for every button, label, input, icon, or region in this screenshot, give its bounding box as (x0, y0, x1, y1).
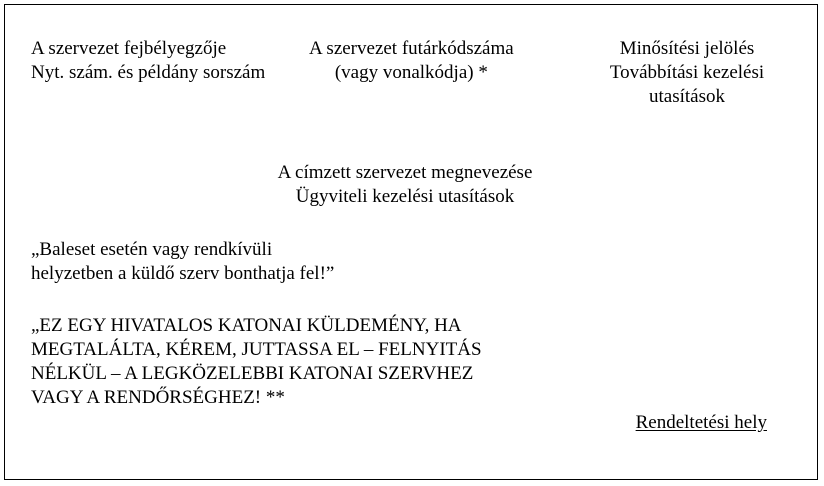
official-notice-line: NÉLKÜL – A LEGKÖZELEBBI KATONAI SZERVHEZ (31, 363, 474, 384)
sender-stamp-block (31, 37, 265, 85)
forwarding-instructions-label-cont: utasítások (649, 86, 725, 107)
courier-code-label: A szervezet futárkódszáma (309, 38, 514, 59)
official-mail-notice (31, 314, 482, 410)
recipient-name-label: A címzett szervezet megnevezése (277, 162, 533, 183)
sender-registry-number-label: Nyt. szám. és példány sorszám (31, 62, 266, 83)
barcode-label: (vagy vonalkódja) * (334, 62, 488, 83)
envelope-frame (4, 4, 818, 480)
official-notice-line: „EZ EGY HIVATALOS KATONAI KÜLDEMÉNY, HA (31, 315, 462, 336)
accident-notice-line: helyzetben a küldő szerv bonthatja fel!” (31, 263, 335, 284)
classification-marking-label: Minősítési jelölés (619, 38, 755, 59)
handling-instructions-label: Ügyviteli kezelési utasítások (295, 186, 515, 207)
official-notice-line: MEGTALÁLTA, KÉREM, JUTTASSA EL – FELNYITÁS (31, 339, 482, 360)
courier-code-block (309, 37, 514, 85)
accident-notice-line: „Baleset esetén vagy rendkívüli (31, 239, 273, 260)
classification-block (589, 37, 785, 109)
accident-notice (31, 238, 334, 286)
official-notice-line: VAGY A RENDŐRSÉGHEZ! ** (31, 387, 285, 408)
forwarding-instructions-label: Továbbítási kezelési (609, 62, 765, 83)
destination-label: Rendeltetési hely (635, 412, 767, 433)
sender-stamp-label: A szervezet fejbélyegzője (31, 38, 227, 59)
recipient-block (253, 161, 557, 209)
